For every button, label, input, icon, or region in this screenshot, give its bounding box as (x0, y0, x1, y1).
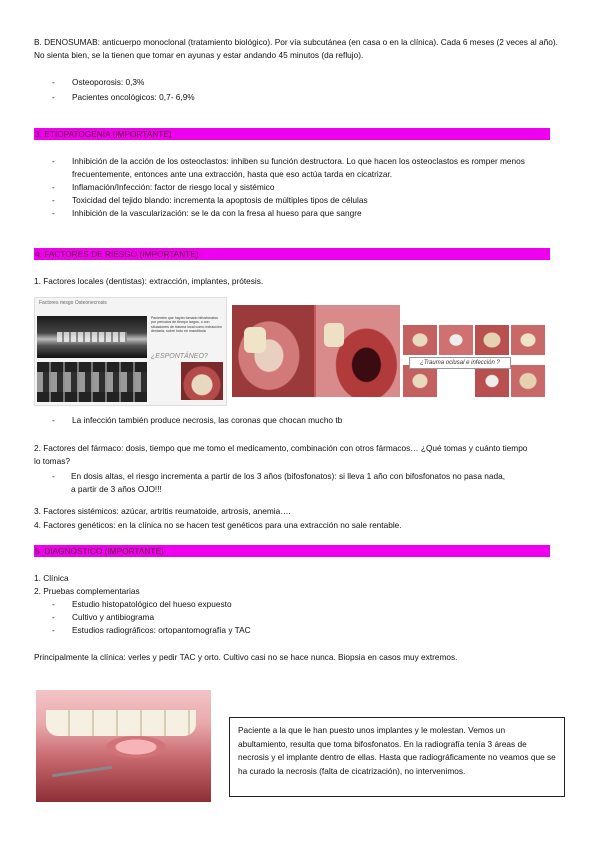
heading-highlight (548, 128, 550, 140)
instrument (52, 766, 112, 777)
occlusal-trauma-photos (403, 325, 545, 397)
panoramic-xray (37, 316, 147, 358)
case-description-box: Paciente a la que le han puesto unos implantes y le molestan. Vemos un abultamiento, resulta que toma bifosfonatos. En la radiografía tenía 3 áreas de necrosis y el implante dentro de ellas. Hasta que radiográficamente no veamos que se ha curado la necrosis (falta de cicatrización), no intervenimos. (229, 717, 565, 797)
incidence-list (34, 76, 564, 104)
diagnosis-item: 1. Clínica (34, 573, 69, 583)
diagnosis-item: 2. Pruebas complementarias (34, 586, 140, 596)
list-item: - Inhibición de la acción de los osteoclastos: inhiben su función destructora. Lo que hacen los osteoclastos es romper menos frecuentemente, entonces ante una extracción, hasta que eso actúa tarda en cicatrizar. (34, 155, 544, 181)
complementary-tests-list (34, 598, 564, 637)
swelling (106, 736, 166, 758)
list-item (34, 470, 564, 496)
section-heading-diagnostico: 5. DIAGNÓSTICO (IMPORTANTE) (34, 545, 549, 557)
extraction-site-photos (232, 305, 400, 397)
photo-question: ¿Trauma oclusal e infección ? (409, 357, 511, 369)
etiopatogenia-list (34, 155, 544, 220)
drug-factors: 2. Factores del fármaco: dosis, tiempo que me tomo el medicamento, combinación con otros fármacos… ¿Qué tomas y cuánto tiempo lo tomas? (34, 443, 528, 466)
section-heading-etiopatogenia: 3. ETIOPATOGENIA (IMPORTANTE) (34, 128, 549, 140)
osteonecrosis-slide-image (34, 297, 227, 406)
list-item: - Cultivo y antibiograma (34, 611, 564, 624)
slide-question: ¿ESPONTÁNEO? (151, 353, 208, 360)
list-item: - Estudios radiográficos: ortopantomografía y TAC (34, 624, 564, 637)
list-item: - Pacientes oncológicos: 0,7- 6,9% (34, 91, 564, 104)
list-item: - Osteoporosis: 0,3% (34, 76, 564, 89)
list-item: - Toxicidad del tejido blando: incrementa la apoptosis de múltiples tipos de células (34, 194, 544, 207)
heading-highlight (548, 248, 550, 260)
list-item: - Estudio histopatológico del hueso expuesto (34, 598, 564, 611)
heading-highlight (548, 545, 550, 557)
teeth (46, 710, 196, 736)
intraoral-photo (181, 362, 223, 400)
list-item-line: En dosis altas, el riesgo incrementa a partir de los 3 años (bifosfonatos): si lleva 1 año con bifosfonatos no pasa nada, (71, 471, 505, 481)
necrosis-photo (316, 305, 400, 397)
genetic-factors: 4. Factores genéticos: en la clínica no se hacen test genéticos para una extracción no sale rentable. (34, 520, 402, 530)
slide-caption: Factores riesgo Osteonecrosis (39, 300, 107, 306)
periapical-xrays (37, 362, 147, 402)
denosumab-paragraph: B. DENOSUMAB: anticuerpo monoclonal (tratamiento biológico). Por vía subcutánea (en casa o en la clínica). Cada 6 meses (2 veces al año). No sienta bien, se la tienen que tomar en ayunas y estar andando 45 minutos (da reflujo). (34, 37, 558, 60)
section-heading-factores-riesgo: 4. FACTORES DE RIESGO (IMPORTANTE) (34, 248, 549, 260)
list-item: - Inhibición de la vascularización: se le da con la fresa al hueso para que sangre (34, 207, 544, 220)
local-factors: 1. Factores locales (dentistas): extracción, implantes, prótesis. (34, 276, 264, 286)
list-item: - La infección también produce necrosis, las coronas que chocan mucho tb (34, 414, 564, 427)
implant-case-photo (36, 690, 211, 802)
drug-list (34, 470, 564, 496)
infection-list (34, 414, 564, 427)
slide-text: Pacientes que hayan tomado bifosfonatos por períodos de tiempo largos, o con situaciones de trauma local como extracción dentaria, sobre todo en mandíbula (151, 316, 222, 333)
systemic-factors: 3. Factores sistémicos: azúcar, artritis reumatoide, artrosis, anemia…. (34, 506, 291, 516)
list-item: - Inflamación/Infección: factor de riesgo local y sistémico (34, 181, 544, 194)
intraoral-photo (232, 305, 314, 397)
diagnosis-summary: Principalmente la clínica: verles y pedir TAC y orto. Cultivo casi no se hace nunca. Biopsia en casos muy extremos. (34, 652, 458, 662)
list-item-line: a partir de 3 años OJO!!! (71, 484, 162, 494)
